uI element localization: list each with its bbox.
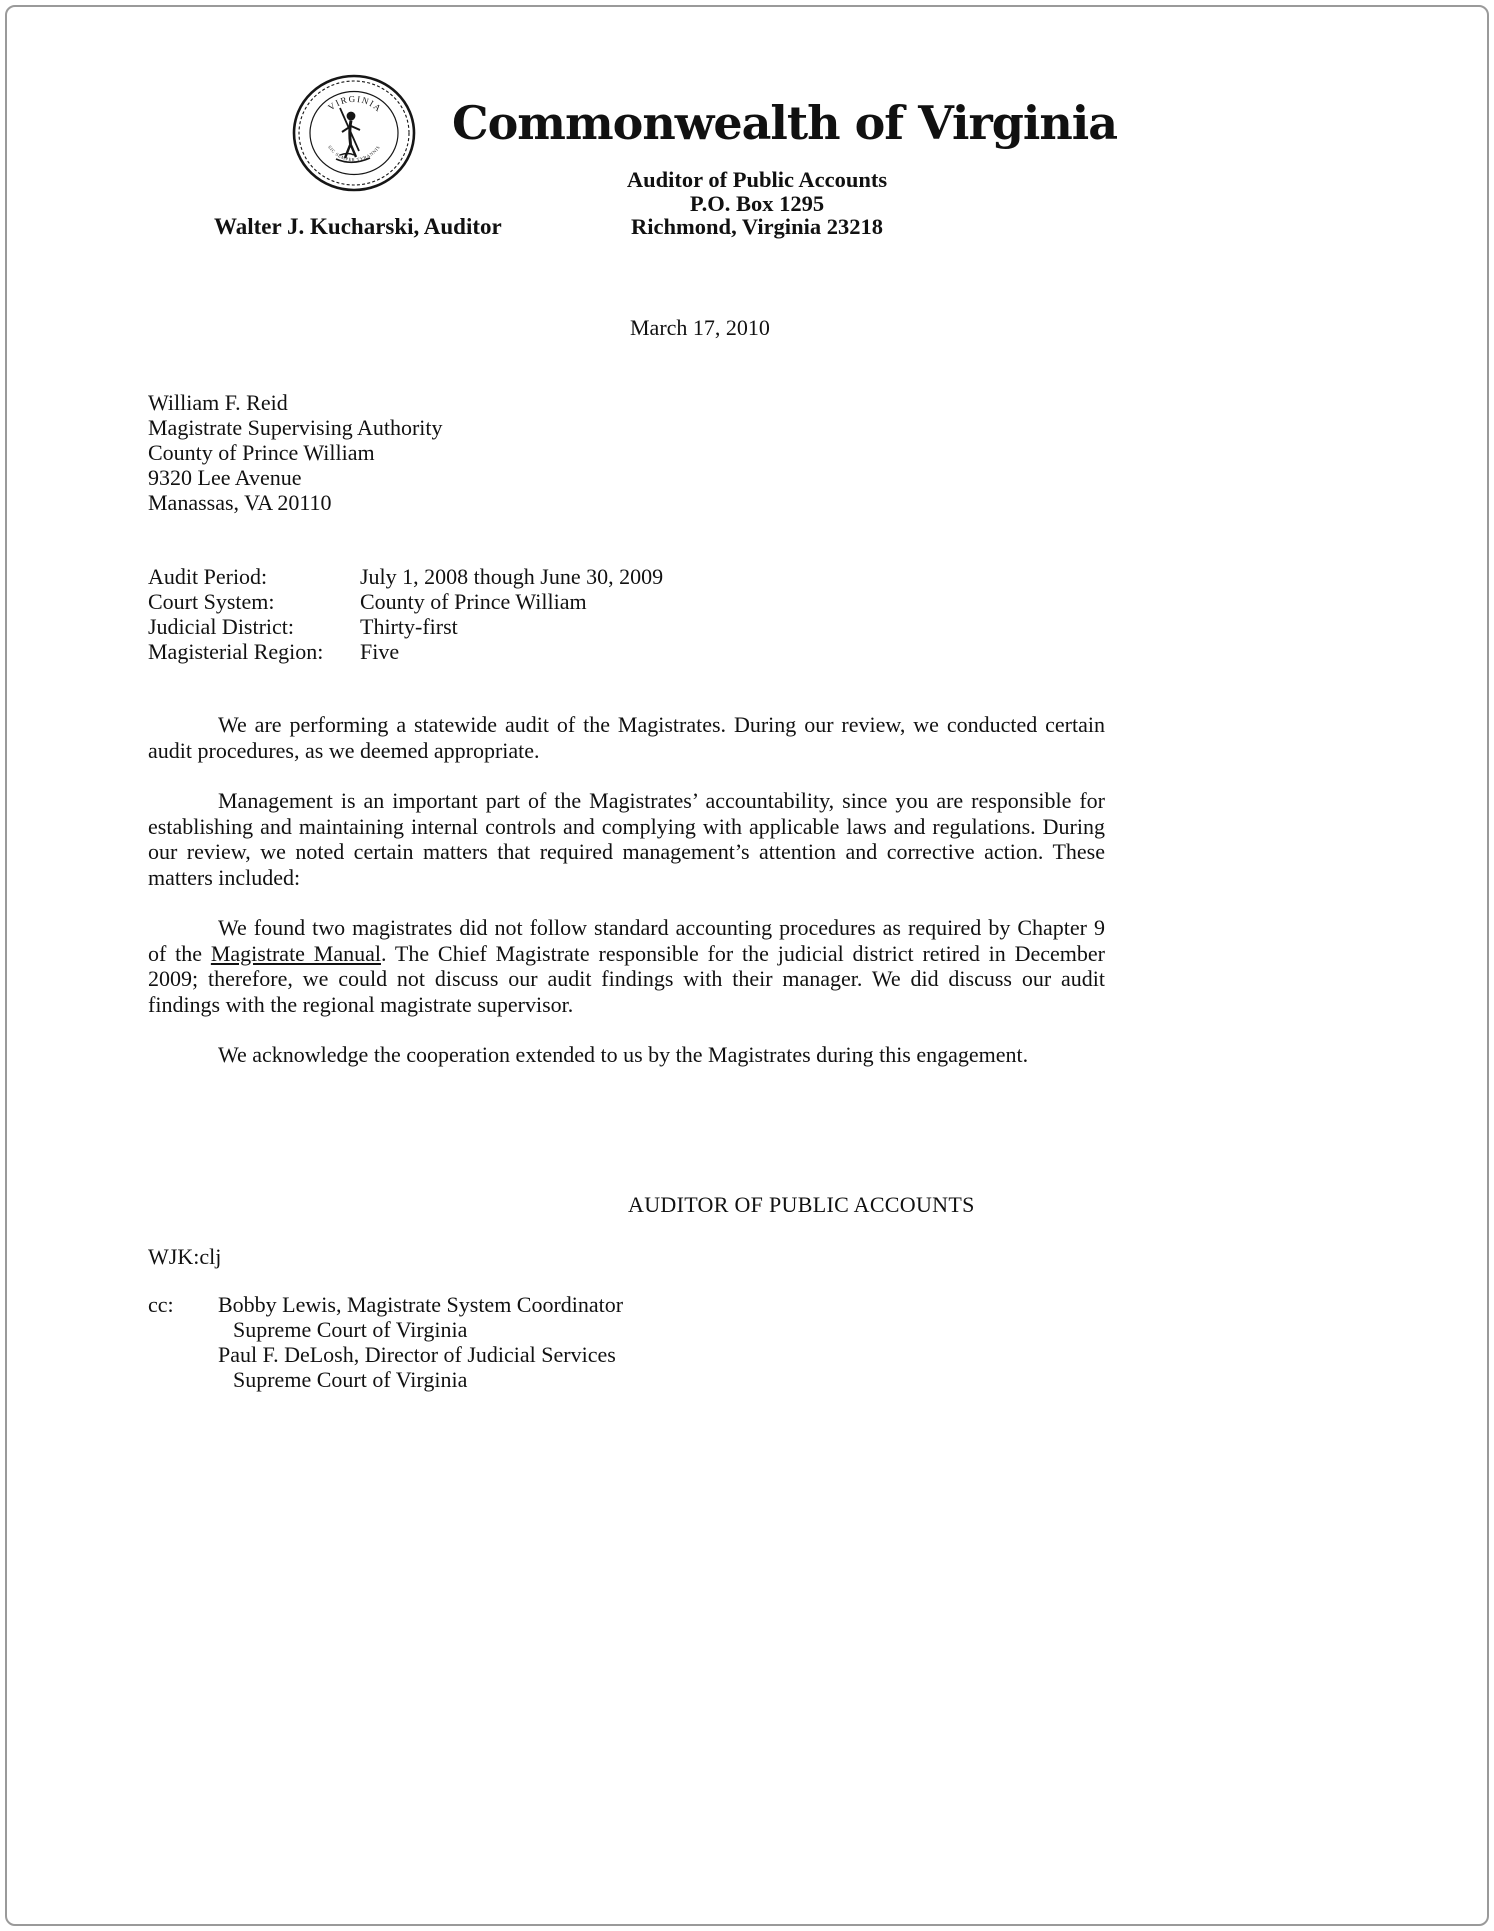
recipient-address xyxy=(148,390,443,515)
audit-info-label: Magisterial Region: xyxy=(148,639,324,664)
magistrate-manual-underlined-text: Magistrate Manual xyxy=(210,940,381,966)
office-name: Auditor of Public Accounts xyxy=(626,167,888,192)
recipient-line: Manassas, VA 20110 xyxy=(148,490,332,515)
signature-title: AUDITOR OF PUBLIC ACCOUNTS xyxy=(628,1192,975,1217)
cc-entry-org: Supreme Court of Virginia xyxy=(233,1367,468,1392)
body-paragraph-4: We acknowledge the cooperation extended to us by the Magistrates during this engagement. xyxy=(218,1042,1029,1067)
svg-text:SIC SEMPER TYRANNIS: SIC SEMPER TYRANNIS xyxy=(327,144,382,163)
city-state-zip-line: Richmond, Virginia 23218 xyxy=(631,214,883,239)
recipient-line: 9320 Lee Avenue xyxy=(148,465,302,490)
audit-info-value: County of Prince William xyxy=(360,589,587,614)
audit-info-row xyxy=(148,589,663,614)
audit-info-label: Audit Period: xyxy=(148,564,268,589)
virginia-seal-icon xyxy=(290,72,418,200)
body-paragraph-2: Management is an important part of the Magistrates’ accountability, since you are responsible for establishing and maintaining internal controls and complying with applicable laws and regulations. During our review, we noted certain matters that required management’s attention and corrective action. These matters included: xyxy=(148,788,1105,890)
cc-block xyxy=(148,1292,623,1392)
audit-info-label: Judicial District: xyxy=(148,614,295,639)
office-address-block xyxy=(452,168,1062,239)
audit-info-label: Court System: xyxy=(148,589,275,614)
letter-date: March 17, 2010 xyxy=(630,315,770,340)
body-paragraph-3 xyxy=(148,915,1105,1017)
commonwealth-title: Commonwealth of Virginia xyxy=(452,96,1118,150)
auditor-name: Walter J. Kucharski, Auditor xyxy=(214,214,502,239)
audit-info-row xyxy=(148,639,663,664)
body-paragraph-1: We are performing a statewide audit of the Magistrates. During our review, we conducted certain audit procedures, as we deemed appropriate. xyxy=(148,712,1105,763)
audit-info-table xyxy=(148,564,663,664)
audit-info-value: Thirty-first xyxy=(360,614,458,639)
cc-entry-org: Supreme Court of Virginia xyxy=(233,1317,468,1342)
audit-info-row xyxy=(148,614,663,639)
svg-text:VIRGINIA: VIRGINIA xyxy=(326,93,385,115)
cc-label: cc: xyxy=(148,1292,174,1317)
cc-entry-name: Paul F. DeLosh, Director of Judicial Services xyxy=(218,1342,616,1367)
paragraph-3-text: We found two magistrates did not follow standard accounting procedures as required by Chapter 9 of the xyxy=(148,915,1105,966)
cc-entries xyxy=(218,1292,623,1392)
letter-body xyxy=(148,712,1105,1093)
recipient-line: William F. Reid xyxy=(148,390,288,415)
cc-entry-name: Bobby Lewis, Magistrate System Coordinator xyxy=(218,1292,624,1317)
reference-initials: WJK:clj xyxy=(148,1244,222,1269)
audit-info-value: July 1, 2008 though June 30, 2009 xyxy=(360,564,664,589)
recipient-line: Magistrate Supervising Authority xyxy=(148,415,443,440)
po-box-line: P.O. Box 1295 xyxy=(689,190,825,216)
audit-info-value: Five xyxy=(360,639,400,664)
paragraph-3-text: . The Chief Magistrate responsible for the judicial district retired in December 2009; therefore, we could not discuss our audit findings with their manager. We did discuss our audit findings with the regional magistrate supervisor. xyxy=(148,940,1105,1017)
letterhead xyxy=(452,96,1118,239)
recipient-line: County of Prince William xyxy=(148,440,375,465)
audit-info-row xyxy=(148,564,663,589)
